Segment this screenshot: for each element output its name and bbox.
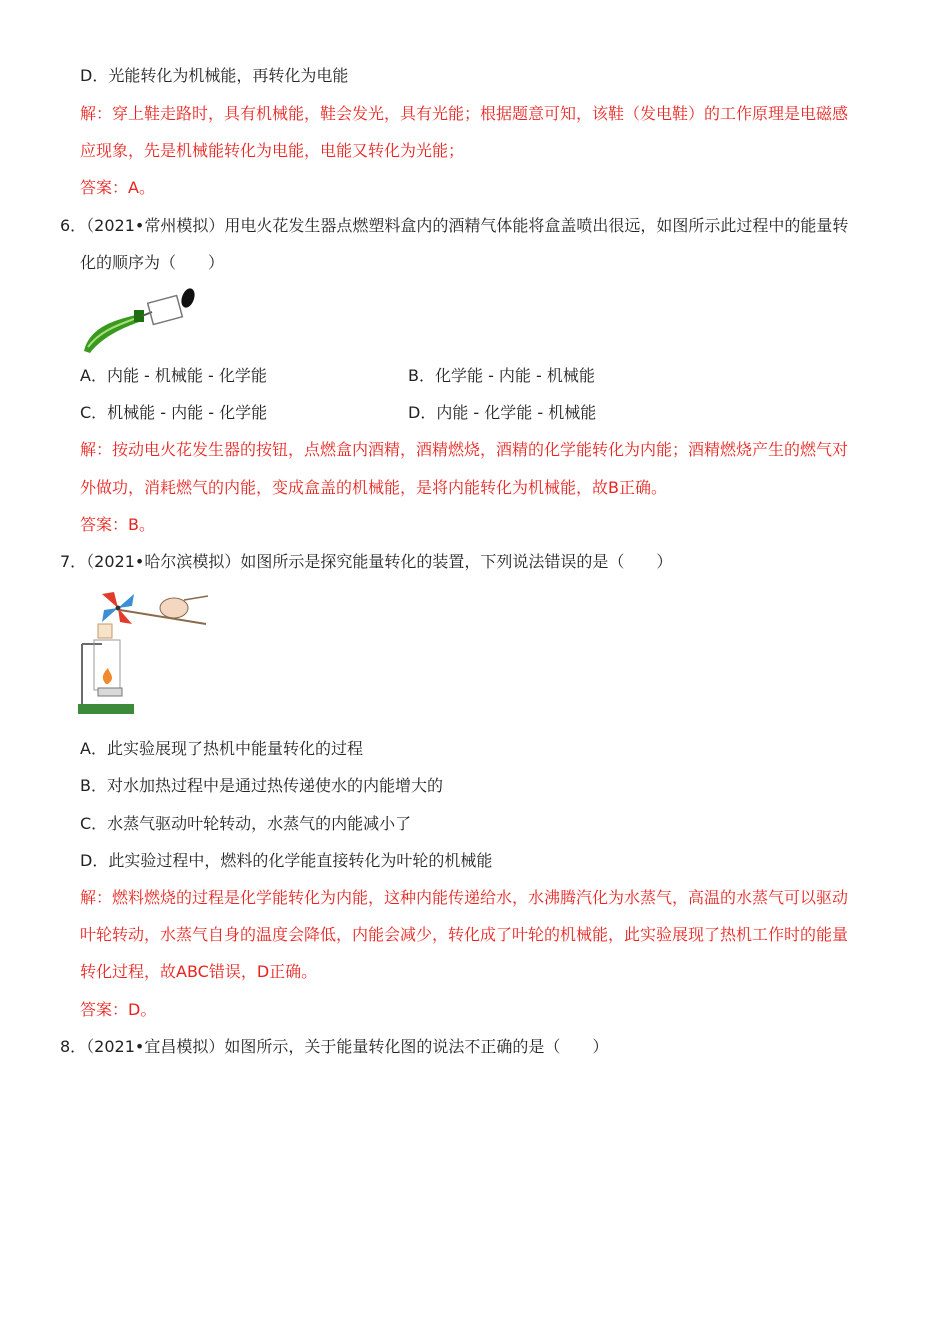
- q6-stem-line-2: 化的顺序为（ ）: [80, 253, 225, 272]
- q6-option-c: C．机械能 - 内能 - 化学能: [80, 403, 268, 422]
- q6-stem-line-1: 6．（2021•常州模拟）用电火花发生器点燃塑料盒内的酒精气体能将盒盖喷出很远，如图所示此过程中的能量转: [60, 216, 849, 235]
- q6-answer: 答案：B。: [80, 515, 155, 534]
- q6-solution-line-1: 解：按动电火花发生器的按钮，点燃盒内酒精，酒精燃烧，酒精的化学能转化为内能；酒精燃烧产生的燃气对: [80, 440, 849, 459]
- q5-solution-line-1: 解：穿上鞋走路时，具有机械能，鞋会发光，具有光能；根据题意可知，该鞋（发电鞋）的工作原理是电磁感: [80, 104, 849, 123]
- q6-option-d: D．内能 - 化学能 - 机械能: [408, 403, 597, 422]
- q6-option-b: B．化学能 - 内能 - 机械能: [408, 366, 595, 385]
- q8-stem: 8．（2021•宜昌模拟）如图所示，关于能量转化图的说法不正确的是（ ）: [60, 1037, 609, 1056]
- q7-option-b: B．对水加热过程中是通过热传递使水的内能增大的: [80, 776, 443, 795]
- q7-solution-line-3: 转化过程，故ABC错误，D正确。: [80, 962, 318, 981]
- q6-option-a: A．内能 - 机械能 - 化学能: [80, 366, 267, 385]
- pinwheel-steam-apparatus-figure: [78, 584, 214, 718]
- q5-answer: 答案：A。: [80, 178, 155, 197]
- q7-stem: 7．（2021•哈尔滨模拟）如图所示是探究能量转化的装置，下列说法错误的是（ ）: [60, 552, 673, 571]
- q7-solution-line-2: 叶轮转动，水蒸气自身的温度会降低，内能会减少，转化成了叶轮的机械能，此实验展现了热机工作时的能量: [80, 925, 849, 944]
- q5-solution-line-2: 应现象，先是机械能转化为电能，电能又转化为光能；: [80, 141, 465, 160]
- q6-solution-line-2: 外做功，消耗燃气的内能，变成盒盖的机械能，是将内能转化为机械能，故B正确。: [80, 478, 667, 497]
- q7-option-d: D．此实验过程中，燃料的化学能直接转化为叶轮的机械能: [80, 851, 493, 870]
- q7-answer: 答案：D。: [80, 1000, 157, 1019]
- spark-generator-figure: [80, 285, 200, 357]
- q7-option-a: A．此实验展现了热机中能量转化的过程: [80, 739, 363, 758]
- q7-option-c: C．水蒸气驱动叶轮转动，水蒸气的内能减小了: [80, 814, 412, 833]
- q7-solution-line-1: 解：燃料燃烧的过程是化学能转化为内能，这种内能传递给水，水沸腾汽化为水蒸气，高温的水蒸气可以驱动: [80, 888, 849, 907]
- q5-option-d: D．光能转化为机械能，再转化为电能: [80, 66, 349, 85]
